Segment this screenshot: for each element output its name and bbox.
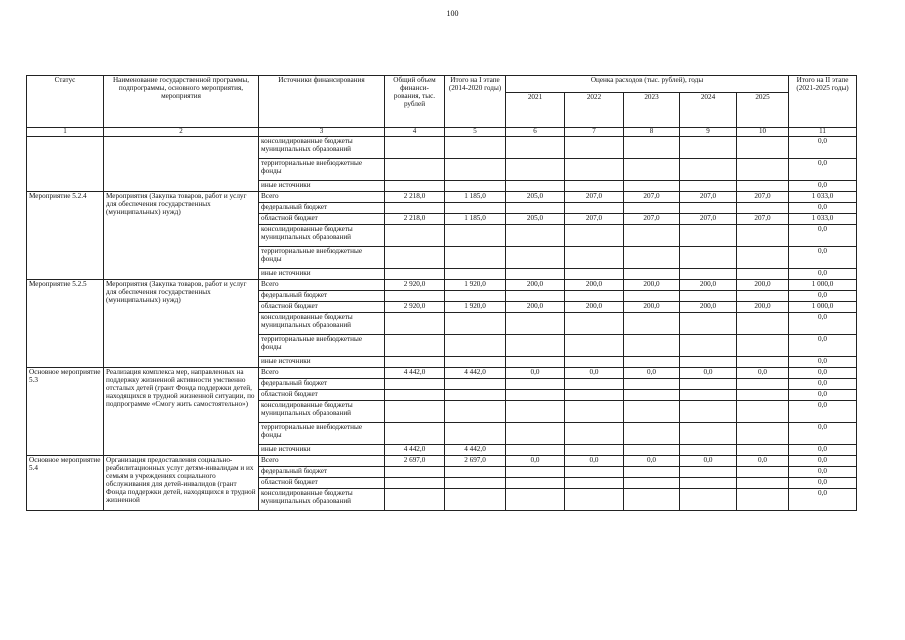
value-cell xyxy=(445,357,506,368)
value-cell xyxy=(385,489,445,511)
value-cell xyxy=(506,379,565,390)
source-cell: территориальные внебюджетные фонды xyxy=(259,159,385,181)
value-cell xyxy=(680,423,737,445)
status-cell: Основное мероприятие 5.3 xyxy=(27,368,104,456)
header-year: 2021 xyxy=(506,93,565,128)
stage2-total-cell: 0,0 xyxy=(789,357,857,368)
value-cell xyxy=(385,379,445,390)
value-cell xyxy=(624,489,680,511)
stage2-total-cell: 0,0 xyxy=(789,225,857,247)
value-cell xyxy=(737,247,789,269)
value-cell xyxy=(565,247,624,269)
value-cell xyxy=(445,291,506,302)
value-cell: 205,0 xyxy=(506,192,565,203)
value-cell xyxy=(506,203,565,214)
value-cell: 0,0 xyxy=(680,368,737,379)
value-cell xyxy=(565,269,624,280)
value-cell xyxy=(737,137,789,159)
stage2-total-cell: 0,0 xyxy=(789,390,857,401)
value-cell xyxy=(680,489,737,511)
source-cell: областной бюджет xyxy=(259,214,385,225)
value-cell xyxy=(565,159,624,181)
value-cell xyxy=(565,401,624,423)
value-cell xyxy=(737,159,789,181)
value-cell xyxy=(737,269,789,280)
source-cell: Всего xyxy=(259,192,385,203)
value-cell: 200,0 xyxy=(506,280,565,291)
value-cell: 205,0 xyxy=(506,214,565,225)
stage2-total-cell: 1 000,0 xyxy=(789,302,857,313)
source-cell: федеральный бюджет xyxy=(259,379,385,390)
stage2-total-cell: 0,0 xyxy=(789,203,857,214)
value-cell xyxy=(737,467,789,478)
value-cell xyxy=(506,269,565,280)
column-number: 2 xyxy=(104,128,259,137)
value-cell: 200,0 xyxy=(624,280,680,291)
value-cell xyxy=(385,269,445,280)
value-cell xyxy=(385,467,445,478)
header-sources: Источники финансирования xyxy=(259,76,385,128)
budget-table xyxy=(26,75,857,511)
source-cell: Всего xyxy=(259,368,385,379)
value-cell: 4 442,0 xyxy=(445,368,506,379)
value-cell xyxy=(624,159,680,181)
column-number: 1 xyxy=(27,128,104,137)
value-cell xyxy=(565,467,624,478)
value-cell: 2 920,0 xyxy=(385,280,445,291)
stage2-total-cell: 0,0 xyxy=(789,137,857,159)
value-cell xyxy=(737,181,789,192)
value-cell: 0,0 xyxy=(506,368,565,379)
source-cell: Всего xyxy=(259,456,385,467)
stage2-total-cell: 0,0 xyxy=(789,478,857,489)
value-cell: 0,0 xyxy=(624,368,680,379)
value-cell xyxy=(506,225,565,247)
stage2-total-cell: 0,0 xyxy=(789,379,857,390)
value-cell: 2 697,0 xyxy=(445,456,506,467)
value-cell xyxy=(680,159,737,181)
value-cell: 2 697,0 xyxy=(385,456,445,467)
value-cell: 1 185,0 xyxy=(445,192,506,203)
status-cell: Основное мероприятие 5.4 xyxy=(27,456,104,511)
stage2-total-cell: 0,0 xyxy=(789,445,857,456)
stage2-total-cell: 0,0 xyxy=(789,291,857,302)
value-cell xyxy=(680,203,737,214)
stage2-total-cell: 0,0 xyxy=(789,247,857,269)
value-cell: 207,0 xyxy=(737,192,789,203)
value-cell xyxy=(385,357,445,368)
column-number: 6 xyxy=(506,128,565,137)
value-cell: 207,0 xyxy=(624,192,680,203)
value-cell xyxy=(624,390,680,401)
value-cell xyxy=(737,313,789,335)
value-cell: 0,0 xyxy=(680,456,737,467)
source-cell: Всего xyxy=(259,280,385,291)
status-cell xyxy=(27,137,104,192)
value-cell: 4 442,0 xyxy=(385,445,445,456)
value-cell xyxy=(680,357,737,368)
value-cell xyxy=(565,489,624,511)
stage2-total-cell: 0,0 xyxy=(789,335,857,357)
value-cell: 207,0 xyxy=(565,192,624,203)
value-cell: 0,0 xyxy=(565,368,624,379)
value-cell xyxy=(385,247,445,269)
stage2-total-cell: 1 033,0 xyxy=(789,214,857,225)
value-cell xyxy=(737,291,789,302)
column-number: 4 xyxy=(385,128,445,137)
value-cell xyxy=(506,181,565,192)
value-cell: 207,0 xyxy=(624,214,680,225)
header-year: 2023 xyxy=(624,93,680,128)
value-cell xyxy=(565,335,624,357)
value-cell xyxy=(385,181,445,192)
value-cell xyxy=(506,467,565,478)
value-cell: 200,0 xyxy=(680,302,737,313)
source-cell: иные источники xyxy=(259,445,385,456)
source-cell: консолидированные бюджеты муниципальных образований xyxy=(259,137,385,159)
value-cell xyxy=(445,390,506,401)
source-cell: консолидированные бюджеты муниципальных образований xyxy=(259,401,385,423)
value-cell xyxy=(624,467,680,478)
stage2-total-cell: 1 033,0 xyxy=(789,192,857,203)
header-year: 2024 xyxy=(680,93,737,128)
value-cell xyxy=(624,379,680,390)
value-cell xyxy=(737,390,789,401)
value-cell: 4 442,0 xyxy=(385,368,445,379)
source-cell: областной бюджет xyxy=(259,478,385,489)
value-cell xyxy=(624,225,680,247)
stage2-total-cell: 0,0 xyxy=(789,368,857,379)
source-cell: территориальные внебюджетные фонды xyxy=(259,423,385,445)
header-year: 2022 xyxy=(565,93,624,128)
value-cell xyxy=(680,390,737,401)
table-row xyxy=(27,368,857,379)
value-cell xyxy=(506,247,565,269)
column-number: 10 xyxy=(737,128,789,137)
value-cell xyxy=(565,478,624,489)
status-cell: Мероприятие 5.2.4 xyxy=(27,192,104,280)
value-cell xyxy=(445,247,506,269)
value-cell: 200,0 xyxy=(680,280,737,291)
value-cell xyxy=(385,203,445,214)
value-cell xyxy=(624,137,680,159)
source-cell: консолидированные бюджеты муниципальных образований xyxy=(259,225,385,247)
value-cell: 200,0 xyxy=(737,302,789,313)
value-cell xyxy=(506,313,565,335)
value-cell xyxy=(565,390,624,401)
source-cell: консолидированные бюджеты муниципальных образований xyxy=(259,489,385,511)
value-cell xyxy=(506,159,565,181)
value-cell xyxy=(624,203,680,214)
value-cell xyxy=(737,203,789,214)
value-cell xyxy=(385,225,445,247)
value-cell xyxy=(624,335,680,357)
value-cell xyxy=(445,137,506,159)
value-cell xyxy=(445,225,506,247)
column-number: 5 xyxy=(445,128,506,137)
value-cell xyxy=(445,159,506,181)
value-cell xyxy=(680,445,737,456)
value-cell xyxy=(680,313,737,335)
value-cell xyxy=(680,181,737,192)
value-cell xyxy=(385,478,445,489)
value-cell xyxy=(737,489,789,511)
value-cell xyxy=(624,181,680,192)
value-cell: 200,0 xyxy=(506,302,565,313)
stage2-total-cell: 0,0 xyxy=(789,159,857,181)
value-cell: 0,0 xyxy=(737,456,789,467)
value-cell xyxy=(506,291,565,302)
title-cell xyxy=(104,137,259,192)
title-cell: Мероприятия (Закупка товаров, работ и услуг для обеспечения государственных (муниципальных) нужд) xyxy=(104,192,259,280)
source-cell: консолидированные бюджеты муниципальных образований xyxy=(259,313,385,335)
value-cell xyxy=(565,313,624,335)
value-cell xyxy=(565,181,624,192)
value-cell xyxy=(385,291,445,302)
value-cell xyxy=(680,478,737,489)
page-number: 100 xyxy=(446,9,459,18)
source-cell: областной бюджет xyxy=(259,390,385,401)
source-cell: иные источники xyxy=(259,269,385,280)
value-cell xyxy=(737,445,789,456)
source-cell: федеральный бюджет xyxy=(259,291,385,302)
value-cell xyxy=(445,489,506,511)
value-cell xyxy=(506,489,565,511)
value-cell: 1 920,0 xyxy=(445,302,506,313)
value-cell: 1 185,0 xyxy=(445,214,506,225)
value-cell: 2 218,0 xyxy=(385,214,445,225)
value-cell xyxy=(506,445,565,456)
value-cell xyxy=(565,445,624,456)
title-cell: Мероприятия (Закупка товаров, работ и услуг для обеспечения государственных (муниципальных) нужд) xyxy=(104,280,259,368)
status-cell: Мероприятие 5.2.5 xyxy=(27,280,104,368)
value-cell: 200,0 xyxy=(624,302,680,313)
stage2-total-cell: 0,0 xyxy=(789,313,857,335)
column-number: 8 xyxy=(624,128,680,137)
header-year: 2025 xyxy=(737,93,789,128)
value-cell xyxy=(680,269,737,280)
table-row xyxy=(27,192,857,203)
value-cell: 2 920,0 xyxy=(385,302,445,313)
value-cell xyxy=(624,423,680,445)
value-cell xyxy=(445,467,506,478)
value-cell xyxy=(445,423,506,445)
source-cell: территориальные внебюджетные фонды xyxy=(259,335,385,357)
value-cell xyxy=(565,423,624,445)
value-cell xyxy=(624,445,680,456)
value-cell: 2 218,0 xyxy=(385,192,445,203)
value-cell xyxy=(624,313,680,335)
value-cell xyxy=(385,335,445,357)
header-stage1: Итого на I этапе (2014-2020 годы) xyxy=(445,76,506,128)
value-cell xyxy=(506,401,565,423)
source-cell: федеральный бюджет xyxy=(259,203,385,214)
value-cell xyxy=(624,401,680,423)
value-cell xyxy=(680,291,737,302)
value-cell: 207,0 xyxy=(737,214,789,225)
value-cell: 4 442,0 xyxy=(445,445,506,456)
stage2-total-cell: 0,0 xyxy=(789,489,857,511)
value-cell xyxy=(506,357,565,368)
source-cell: иные источники xyxy=(259,181,385,192)
value-cell xyxy=(565,203,624,214)
value-cell xyxy=(385,159,445,181)
value-cell xyxy=(680,225,737,247)
source-cell: территориальные внебюджетные фонды xyxy=(259,247,385,269)
value-cell xyxy=(680,335,737,357)
stage2-total-cell: 1 000,0 xyxy=(789,280,857,291)
table-row xyxy=(27,280,857,291)
table-row xyxy=(27,137,857,159)
value-cell xyxy=(445,379,506,390)
value-cell: 0,0 xyxy=(565,456,624,467)
value-cell xyxy=(680,401,737,423)
column-number: 9 xyxy=(680,128,737,137)
value-cell: 207,0 xyxy=(680,192,737,203)
value-cell xyxy=(680,247,737,269)
header-name: Наименование государственной программы, подпрограммы, основного мероприятия, мероприятия xyxy=(104,76,259,128)
value-cell xyxy=(445,203,506,214)
value-cell xyxy=(385,423,445,445)
value-cell xyxy=(737,423,789,445)
stage2-total-cell: 0,0 xyxy=(789,181,857,192)
value-cell: 200,0 xyxy=(565,302,624,313)
value-cell xyxy=(385,313,445,335)
value-cell xyxy=(624,247,680,269)
value-cell xyxy=(624,291,680,302)
value-cell xyxy=(445,478,506,489)
value-cell xyxy=(565,225,624,247)
source-cell: областной бюджет xyxy=(259,302,385,313)
value-cell xyxy=(445,313,506,335)
value-cell: 207,0 xyxy=(680,214,737,225)
value-cell xyxy=(737,379,789,390)
value-cell xyxy=(680,379,737,390)
value-cell xyxy=(506,390,565,401)
value-cell xyxy=(506,335,565,357)
header-estimate: Оценка расходов (тыс. рублей), годы xyxy=(506,76,789,93)
title-cell: Организация предоставления социально-реабилитационных услуг детям-инвалидам и их семьям в учреждениях социального обслуживания для детей-инвалидов (грант Фонда поддержки детей, находящихся в трудной жизненной xyxy=(104,456,259,511)
source-cell: федеральный бюджет xyxy=(259,467,385,478)
value-cell xyxy=(737,335,789,357)
value-cell xyxy=(680,467,737,478)
title-cell: Реализация комплекса мер, направленных на поддержку жизненной активности умственно отсталых детей (грант Фонда поддержки детей, находящихся в трудной жизненной ситуации, по подпрограмме «Смогу жить самостоятельно») xyxy=(104,368,259,456)
header-total-volume: Общий объем финанси-рования, тыс. рублей xyxy=(385,76,445,128)
value-cell xyxy=(445,401,506,423)
stage2-total-cell: 0,0 xyxy=(789,456,857,467)
value-cell xyxy=(385,390,445,401)
value-cell xyxy=(737,401,789,423)
value-cell xyxy=(624,478,680,489)
value-cell xyxy=(385,401,445,423)
stage2-total-cell: 0,0 xyxy=(789,423,857,445)
value-cell: 200,0 xyxy=(737,280,789,291)
value-cell xyxy=(506,423,565,445)
value-cell: 0,0 xyxy=(737,368,789,379)
column-number: 7 xyxy=(565,128,624,137)
header-stage2: Итого на II этапе (2021-2025 годы) xyxy=(789,76,857,128)
value-cell xyxy=(506,478,565,489)
value-cell xyxy=(565,379,624,390)
value-cell xyxy=(385,137,445,159)
value-cell xyxy=(445,335,506,357)
value-cell xyxy=(680,137,737,159)
value-cell: 200,0 xyxy=(565,280,624,291)
source-cell: иные источники xyxy=(259,357,385,368)
value-cell: 0,0 xyxy=(624,456,680,467)
value-cell xyxy=(565,357,624,368)
value-cell: 0,0 xyxy=(506,456,565,467)
value-cell xyxy=(445,269,506,280)
value-cell xyxy=(565,137,624,159)
column-number: 3 xyxy=(259,128,385,137)
value-cell xyxy=(737,357,789,368)
stage2-total-cell: 0,0 xyxy=(789,401,857,423)
value-cell xyxy=(506,137,565,159)
value-cell xyxy=(737,225,789,247)
value-cell: 207,0 xyxy=(565,214,624,225)
value-cell xyxy=(624,357,680,368)
value-cell: 1 920,0 xyxy=(445,280,506,291)
header-status: Статус xyxy=(27,76,104,128)
value-cell xyxy=(624,269,680,280)
value-cell xyxy=(565,291,624,302)
column-number: 11 xyxy=(789,128,857,137)
stage2-total-cell: 0,0 xyxy=(789,467,857,478)
table-row xyxy=(27,456,857,467)
stage2-total-cell: 0,0 xyxy=(789,269,857,280)
value-cell xyxy=(737,478,789,489)
value-cell xyxy=(445,181,506,192)
